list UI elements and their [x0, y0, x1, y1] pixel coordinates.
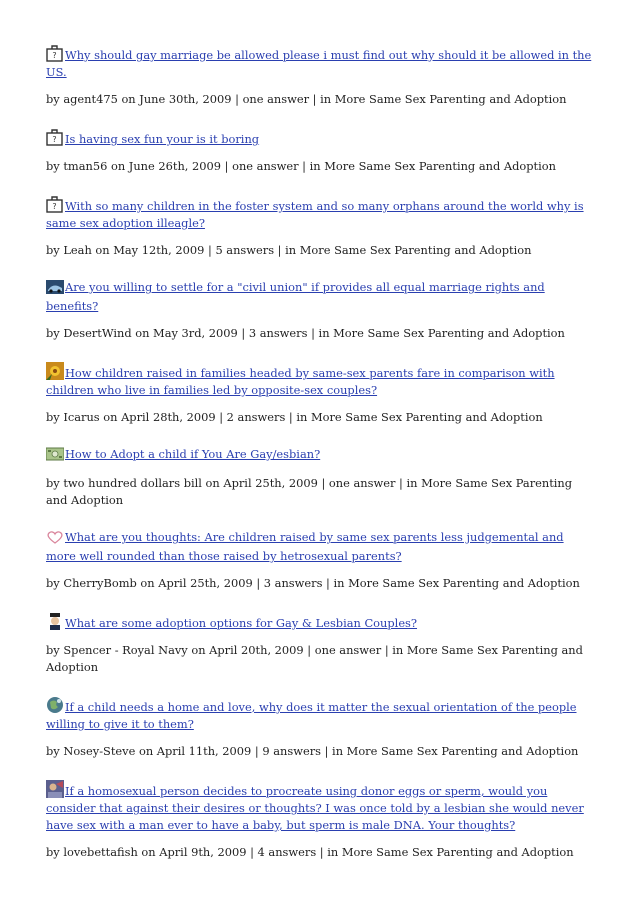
list-item — [46, 696, 594, 760]
photo-avatar-icon — [46, 780, 64, 798]
question-line — [46, 279, 594, 315]
question-meta: by Icarus on April 28th, 2009 | 2 answers | in More Same Sex Parenting and Adoption — [46, 410, 543, 424]
question-line — [46, 780, 594, 834]
question-link[interactable]: Are you willing to settle for a "civil union" if provides all equal marriage rights and benefits? — [46, 280, 545, 313]
question-link[interactable]: How to Adopt a child if You Are Gay/esbian? — [65, 447, 321, 461]
question-line — [46, 128, 594, 148]
money-bill-avatar-icon — [46, 447, 64, 465]
question-meta: by Nosey-Steve on April 11th, 2009 | 9 answers | in More Same Sex Parenting and Adoption — [46, 744, 579, 758]
list-item — [46, 128, 594, 175]
svg-text:?: ? — [52, 135, 57, 144]
default-question-avatar-icon — [46, 195, 64, 213]
question-line — [46, 44, 594, 81]
question-link[interactable]: Why should gay marriage be allowed please i must find out why should it be allowed in the US. — [46, 48, 592, 79]
question-line — [46, 529, 594, 565]
svg-text:?: ? — [52, 202, 57, 211]
question-meta: by Leah on May 12th, 2009 | 5 answers | in More Same Sex Parenting and Adoption — [46, 243, 532, 257]
question-meta: by Spencer - Royal Navy on April 20th, 2009 | one answer | in More Same Sex Parenting and Adoption — [46, 643, 583, 674]
list-item — [46, 780, 594, 861]
question-line — [46, 446, 594, 465]
question-meta: by two hundred dollars bill on April 25th, 2009 | one answer | in More Same Sex Parenting and Adoption — [46, 476, 573, 507]
heart-avatar-icon — [46, 530, 64, 548]
question-line — [46, 612, 594, 632]
list-item — [46, 612, 594, 676]
question-meta: by lovebettafish on April 9th, 2009 | 4 answers | in More Same Sex Parenting and Adoption — [46, 845, 574, 859]
car-avatar-icon — [46, 280, 64, 298]
question-meta: by tman56 on June 26th, 2009 | one answer | in More Same Sex Parenting and Adoption — [46, 159, 556, 173]
default-question-avatar-icon — [46, 128, 64, 146]
sailor-avatar-icon — [46, 612, 64, 630]
question-line — [46, 362, 594, 399]
question-meta: by agent475 on June 30th, 2009 | one answer | in More Same Sex Parenting and Adoption — [46, 92, 567, 106]
question-meta: by DesertWind on May 3rd, 2009 | 3 answers | in More Same Sex Parenting and Adoption — [46, 326, 565, 340]
question-link[interactable]: What are you thoughts: Are children raised by same sex parents less judgemental and more well rounded than those raised by hetrosexual parents? — [46, 530, 564, 563]
question-link[interactable]: With so many children in the foster system and so many orphans around the world why is same sex adoption illeagle? — [46, 199, 584, 230]
question-link[interactable]: Is having sex fun your is it boring — [65, 132, 260, 146]
question-link[interactable]: If a homosexual person decides to procreate using donor eggs or sperm, would you consider that against their desires or thoughts? I was once told by a lesbian she would never have sex with a man ever to have a baby, but sperm is male DNA. Your thoughts? — [46, 784, 584, 832]
default-question-avatar-icon — [46, 44, 64, 62]
list-item — [46, 446, 594, 509]
flower-avatar-icon — [46, 362, 64, 380]
question-line — [46, 696, 594, 733]
question-line — [46, 195, 594, 232]
list-item — [46, 195, 594, 259]
question-list — [46, 44, 594, 861]
list-item — [46, 529, 594, 592]
globe-avatar-icon — [46, 696, 64, 714]
svg-text:?: ? — [52, 51, 57, 60]
question-link[interactable]: If a child needs a home and love, why does it matter the sexual orientation of the people willing to give it to them? — [46, 700, 577, 731]
question-link[interactable]: What are some adoption options for Gay & Lesbian Couples? — [65, 616, 418, 630]
list-item — [46, 279, 594, 342]
question-meta: by CherryBomb on April 25th, 2009 | 3 answers | in More Same Sex Parenting and Adoption — [46, 576, 580, 590]
question-link[interactable]: How children raised in families headed by same-sex parents fare in comparison with children who live in families led by opposite-sex couples? — [46, 366, 555, 397]
list-item — [46, 44, 594, 108]
list-item — [46, 362, 594, 426]
